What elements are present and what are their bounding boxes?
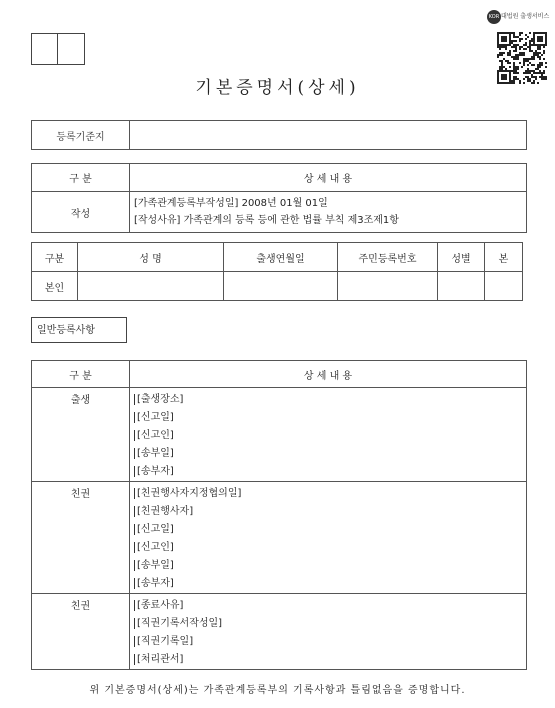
section-category: 친권 — [32, 594, 130, 670]
person-header-origin: 본 — [485, 243, 523, 272]
item-line — [134, 521, 522, 539]
header-content: 상 세 내 용 — [130, 164, 527, 192]
item-line — [134, 651, 522, 669]
document-title: 기본증명서(상세) — [195, 78, 360, 98]
registration-base-value — [130, 121, 527, 150]
creation-detail-table — [31, 163, 527, 233]
item-text: [신고인] — [134, 542, 174, 553]
stamp-cell-left — [32, 34, 58, 64]
section-items — [130, 388, 527, 482]
item-line — [134, 445, 522, 463]
section-category: 친권 — [32, 482, 130, 594]
item-text: [신고일] — [134, 412, 174, 423]
item-line — [134, 539, 522, 557]
item-line — [134, 427, 522, 445]
item-text: [친권행사자지정협의일] — [134, 488, 241, 499]
item-line — [134, 409, 522, 427]
court-logo-icon: KOR — [487, 10, 501, 24]
item-text: [송부일] — [134, 560, 174, 571]
item-text: [송부자] — [134, 578, 174, 589]
item-text: [직권기록서작성일] — [134, 618, 222, 629]
stamp-cell-right — [57, 34, 84, 64]
item-text: [신고일] — [134, 524, 174, 535]
person-resident-number-cell — [338, 272, 438, 301]
person-row-label: 본인 — [32, 272, 78, 301]
item-line — [134, 503, 522, 521]
item-line — [134, 597, 522, 615]
stamp-box — [31, 33, 85, 65]
person-header-birth: 출생연월일 — [224, 243, 338, 272]
item-line — [134, 633, 522, 651]
person-birth-cell — [224, 272, 338, 301]
general-header-content: 상 세 내 용 — [130, 361, 527, 388]
registration-base-label: 등록기준지 — [32, 121, 130, 150]
row-category: 작성 — [32, 192, 130, 233]
item-text: [송부일] — [134, 448, 174, 459]
section-items — [130, 482, 527, 594]
item-line — [134, 615, 522, 633]
person-table — [31, 242, 523, 301]
item-text: [직권기록일] — [134, 636, 193, 647]
registration-base-table — [31, 120, 527, 150]
certification-statement: 위 기본증명서(상세)는 가족관계등록부의 기록사항과 틀림없음을 증명합니다. — [89, 685, 466, 696]
person-gender-cell — [438, 272, 485, 301]
content-line: [가족관계등록부작성일] 2008년 01월 01일 — [134, 198, 328, 209]
item-line — [134, 463, 522, 481]
person-origin-cell — [485, 272, 523, 301]
item-line — [134, 485, 522, 503]
general-registration-table — [31, 360, 527, 670]
row-content — [130, 192, 527, 233]
person-header-type: 구분 — [32, 243, 78, 272]
item-text: [종료사유] — [134, 600, 183, 611]
person-header-resident-number: 주민등록번호 — [338, 243, 438, 272]
item-text: [친권행사자] — [134, 506, 193, 517]
general-header-category: 구 분 — [32, 361, 130, 388]
section-items — [130, 594, 527, 670]
general-registration-label: 일반등록사항 — [31, 317, 127, 343]
item-line — [134, 557, 522, 575]
item-line — [134, 391, 522, 409]
person-header-gender: 성별 — [438, 243, 485, 272]
header-category: 구 분 — [32, 164, 130, 192]
person-header-name: 성 명 — [78, 243, 224, 272]
person-name-cell — [78, 272, 224, 301]
content-line: [작성사유] 가족관계의 등록 등에 관한 법률 부칙 제3조제1항 — [134, 215, 399, 226]
qr-caption: 대법원 출생서비스 — [501, 13, 550, 20]
item-text: [출생장소] — [134, 394, 183, 405]
section-category: 출생 — [32, 388, 130, 482]
item-text: [신고인] — [134, 430, 174, 441]
item-line — [134, 575, 522, 593]
item-text: [송부자] — [134, 466, 174, 477]
item-text: [처리관서] — [134, 654, 183, 665]
